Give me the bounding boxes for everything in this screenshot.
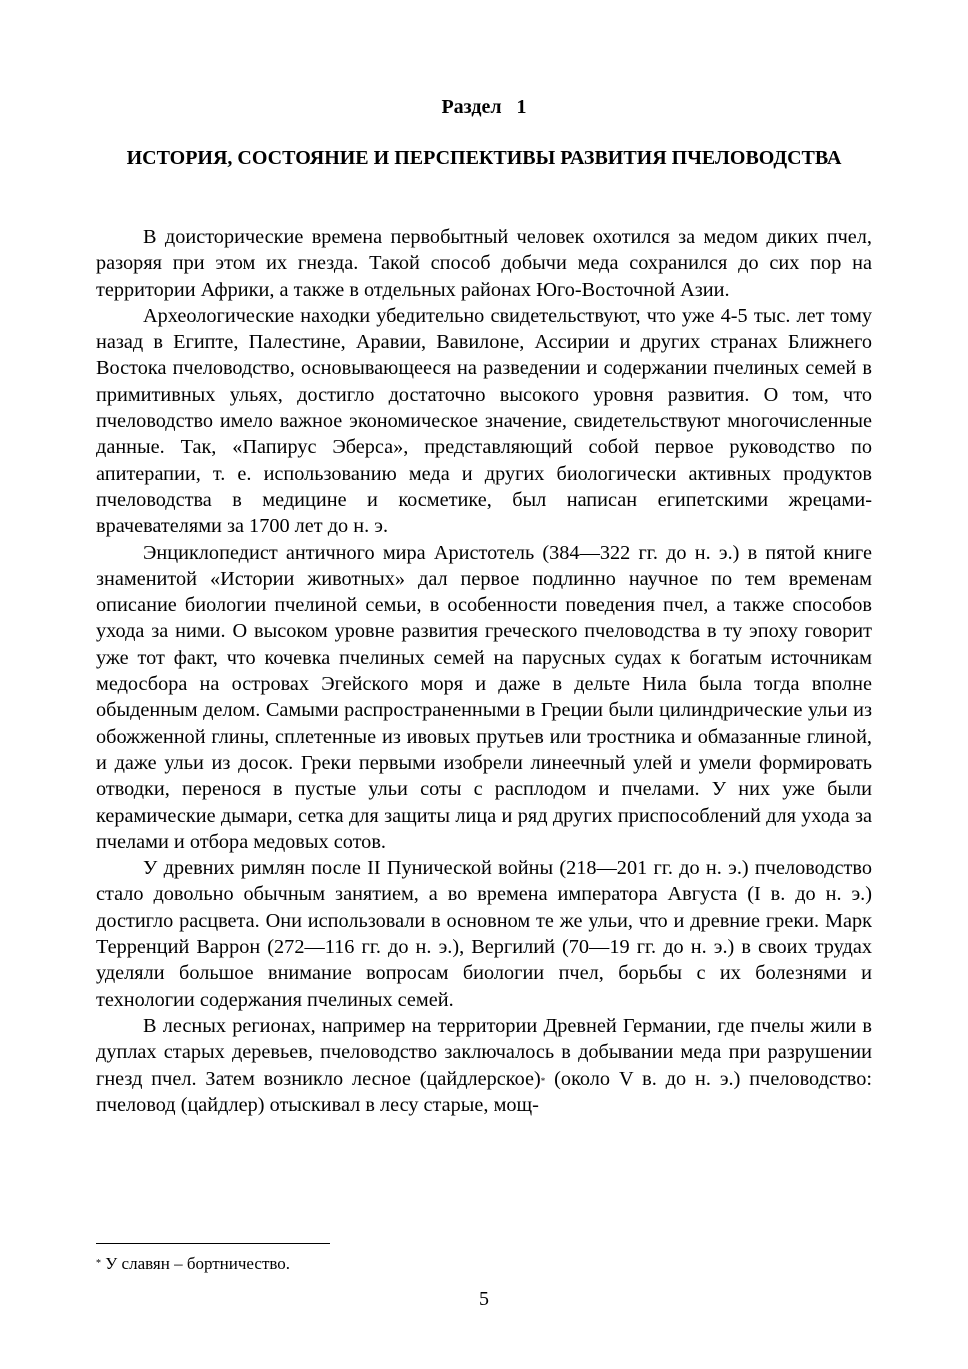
- paragraph: Энциклопедист античного мира Аристотель (384—322 гг. до н. э.) в пятой книге знаменитой «Истории животных» дал первое подлинно научное по тем временам описание биологии пчелиной семьи, в особенности поведения пчел, а также способов ухода за ними. О высоком уровне развития греческого пчеловодства в ту эпоху говорит уже тот факт, что кочевка пчелиных семей на парусных судах к богатым источникам медосбора на островах Эгейского моря и даже в дельте Нила была тогда вполне обыденным делом. Самыми распространенными в Греции были цилиндрические ульи из обожженной глины, сплетенные из ивовых прутьев или тростника и обмазанные глиной, и даже ульи из досок. Греки первыми изобрели линеечный улей и умели формировать отводки, перенося в пустые ульи соты с расплодом и пчелами. У них уже были керамические дымари, сетка для защиты лица и ряд других приспособлений для ухода за пчелами и отбора медовых сотов.: [96, 541, 872, 853]
- footnote-text: У славян – бортничество.: [101, 1254, 291, 1273]
- footnote-divider: [96, 1243, 330, 1244]
- footnote-mark: *: [96, 1258, 101, 1269]
- paragraph: В доисторические времена первобытный человек охотился за медом диких пчел, разоряя при этом их гнезда. Такой способ добычи меда сохранился до сих пор на территории Африки, а также в отдельных районах Юго-Восточной Азии.: [96, 226, 872, 301]
- paragraph-with-footnote: [96, 1013, 872, 1118]
- paragraph: У древних римлян после II Пунической войны (218—201 гг. до н. э.) пчеловодство стало довольно обычным занятием, а во времена императора Августа (I в. до н. э.) достигло расцвета. Они использовали в основном те же ульи, что и древние греки. Марк Терренций Варрон (272—116 гг. до н. э.), Вергилий (70—19 гг. до н. э.) в своих трудах уделяли большое внимание вопросам биологии пчел, борьбы с их болезнями и технологии содержания пчелиных семей.: [96, 857, 872, 1011]
- footnote-reference-mark[interactable]: *: [540, 1075, 546, 1086]
- section-label: Раздел 1: [441, 96, 527, 118]
- page-number: 5: [479, 1288, 489, 1310]
- paragraph-text-after-mark: (около V в. до н. э.) пчеловодство: пчеловод (цайдлер) отыскивал в лесу старые, мощ-: [96, 1067, 872, 1116]
- paragraph-text-before-mark: В лесных регионах, например на территории Древней Германии, где пчелы жили в дуплах старых деревьев, пчеловодство заключалось в добывании меда при разрушении гнезд пчел. Затем возникло лесное (цайдлерское): [96, 1014, 872, 1090]
- paragraph: Археологические находки убедительно свидетельствуют, что уже 4-5 тыс. лет тому назад в Египте, Палестине, Аравии, Вавилоне, Ассирии и других странах Ближнего Востока пчеловодство, основывающееся на разведении и содержании пчелиных семей в примитивных ульях, достигло достаточно высокого уровня развития. О том, что пчеловодство имело важное экономическое значение, свидетельствуют многочисленные данные. Так, «Папирус Эберса», представляющий собой первое руководство по апитерапии, т. е. использованию меда и других биологически активных продуктов пчеловодства в медицине и косметике, был написан египетскими жрецами-врачевателями за 1700 лет до н. э.: [96, 304, 872, 538]
- footnote: [96, 1253, 872, 1275]
- body-text: [96, 224, 872, 1118]
- chapter-title: ИСТОРИЯ, СОСТОЯНИЕ И ПЕРСПЕКТИВЫ РАЗВИТИЯ ПЧЕЛОВОДСТВА: [126, 147, 842, 169]
